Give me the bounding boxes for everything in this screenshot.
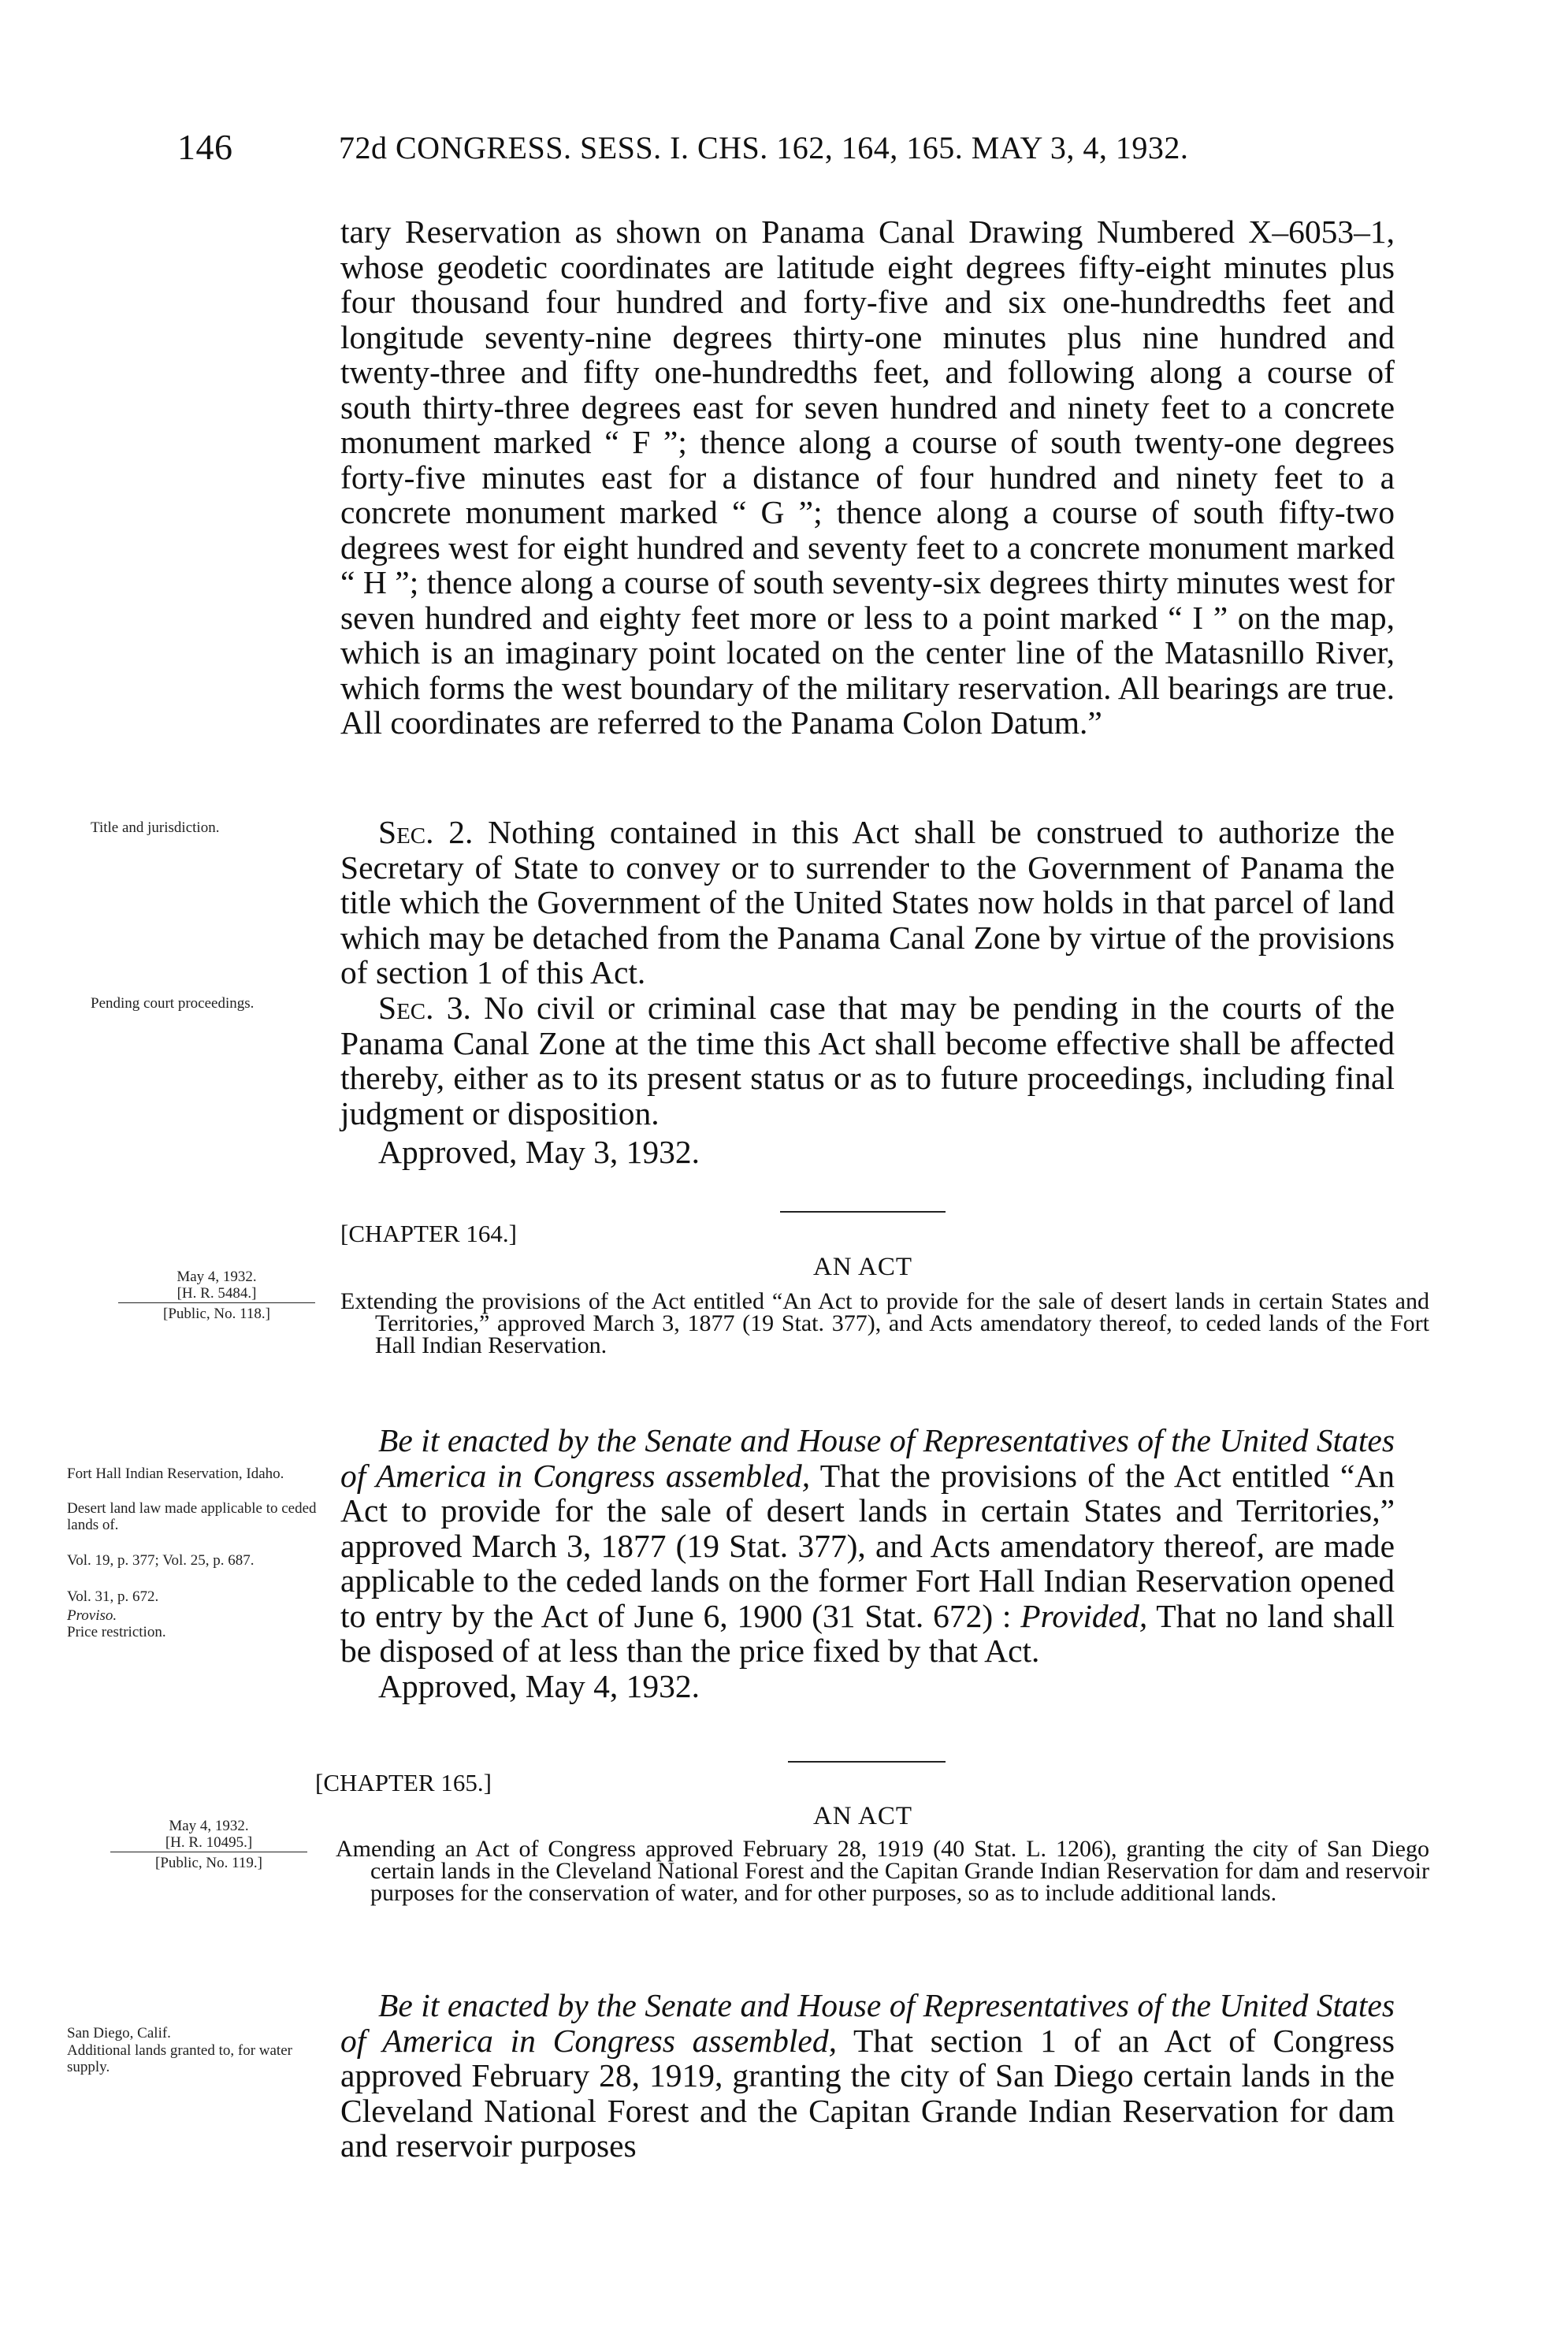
- section-divider-rule: [780, 1211, 946, 1213]
- margin-note-price-restriction: Price restriction.: [67, 1624, 166, 1640]
- chapter-165-title: Amending an Act of Congress approved February 28, 1919 (40 Stat. L. 1206), granting the city of San Diego certain lands in the Cleveland National Forest and the Capitan Grande Indian Reservation for dam and reservoir purposes for the conservation of water, and for other purposes, so as to include additional lands.: [336, 1836, 1429, 1906]
- continuation-text: tary Reservation as shown on Panama Canal Drawing Numbered X–6053–1, whose geodetic coordinates are latitude eight degrees fifty-eight minutes plus four thousand four hundred and forty-five and six one-hundredths feet and longitude seventy-nine degrees thirty-one minutes plus nine hundred and twenty-three and fifty one-hundredths feet, and following along a course of south thirty-three degrees east for seven hundred and ninety feet to a concrete monument marked “ F ”; thence along a course of south twenty-one degrees forty-five minutes east for a distance of four hundred and ninety feet to a concrete monument marked “ G ”; thence along a course of south fifty-two degrees west for eight hundred and seventy feet to a concrete monument marked “ H ”; thence along a course of south seventy-six degrees thirty minutes west for seven hundred and eighty feet more or less to a point marked “ I ” on the map, which is an imaginary point located on the center line of the Matasnillo River, which forms the west boundary of the military reservation. All bearings are true. All coordinates are referred to the Panama Colon Datum.”: [340, 214, 1395, 741]
- margin-note-title-jurisdiction: Title and jurisdiction.: [91, 819, 220, 836]
- chapter-164-provided: Provided,: [1020, 1597, 1148, 1634]
- chapter-164-an-act: AN ACT: [812, 1253, 913, 1281]
- section-2-label: Sec. 2.: [378, 814, 474, 850]
- margin-note-desert-land: Desert land law made applicable to ceded lands of.: [67, 1500, 317, 1533]
- chapter-165-heading: [CHAPTER 165.]: [315, 1769, 492, 1796]
- chapter-164-approved: Approved, May 4, 1932.: [378, 1667, 700, 1704]
- chapter-165-enacting-clause: Be it enacted by the Senate and House of Representatives of the United States of America in Congress assembled,: [340, 1987, 1395, 2059]
- chapter-164-date: May 4, 1932.: [176, 1269, 257, 1285]
- margin-note-fort-hall: Fort Hall Indian Reservation, Idaho.: [67, 1466, 284, 1482]
- chapter-165-date: May 4, 1932.: [169, 1818, 249, 1834]
- running-head: 72d CONGRESS. SESS. I. CHS. 162, 164, 165. MAY 3, 4, 1932.: [339, 130, 1189, 165]
- chapter-165-bill: [H. R. 10495.]: [110, 1834, 307, 1852]
- chapter-165-text-1: That section 1 of an Act of Congress approved February 28, 1919, granting the city of San Diego certain lands in the Cleveland National Forest and the Capitan Grande Indian Reservation for dam and reservoir purposes: [340, 2022, 1395, 2164]
- chapter-164-public-law: [Public, No. 118.]: [163, 1306, 270, 1322]
- margin-note-pending-court: Pending court proceedings.: [91, 995, 255, 1012]
- margin-note-vol-19: Vol. 19, p. 377; Vol. 25, p. 687.: [67, 1552, 255, 1569]
- approved-may-3: Approved, May 3, 1932.: [378, 1134, 700, 1170]
- running-header: [0, 126, 1568, 173]
- section-divider-rule-2: [788, 1761, 946, 1763]
- continuation-paragraph: [340, 214, 1395, 741]
- chapter-165-an-act: AN ACT: [812, 1802, 913, 1830]
- margin-note-san-diego: San Diego, Calif.: [67, 2025, 171, 2041]
- chapter-164-enacting-clause: Be it enacted by the Senate and House of Representatives of the United States of America in Congress assembled,: [340, 1422, 1395, 1494]
- section-2-text: Nothing contained in this Act shall be construed to authorize the Secretary of State to convey or to surrender to the Government of Panama the title which the Government of the United States now holds in that parcel of land which may be detached from the Panama Canal Zone by virtue of the provisions of section 1 of this Act.: [340, 814, 1395, 990]
- chapter-164-body: [340, 1423, 1395, 1703]
- section-2: [340, 815, 1395, 990]
- chapter-164-text-2: That no land shall be disposed of at less than the price fixed by that Act.: [340, 1597, 1395, 1669]
- page-number: 146: [177, 127, 233, 167]
- section-3: [340, 990, 1395, 1131]
- chapter-165-public-law: [Public, No. 119.]: [155, 1855, 262, 1871]
- margin-note-proviso: Proviso.: [67, 1607, 117, 1624]
- chapter-164-heading: [CHAPTER 164.]: [340, 1220, 517, 1247]
- chapter-164-text-1: That the provisions of the Act entitled “An Act to provide for the sale of desert lands in certain States and Territories,” approved March 3, 1877 (19 Stat. 377), and Acts amendatory thereof, are made applicable to the ceded lands on the former Fort Hall Indian Reservation opened to entry by the Act of June 6, 1900 (31 Stat. 672) :: [340, 1457, 1395, 1634]
- chapter-165-body: [340, 1988, 1395, 2164]
- chapter-164-bill: [H. R. 5484.]: [118, 1285, 315, 1303]
- chapter-164-title: Extending the provisions of the Act entitled “An Act to provide for the sale of desert lands in certain States and Territories,” approved March 3, 1877 (19 Stat. 377), and Acts amendatory thereof, to ceded lands of the Fort Hall Indian Reservation.: [340, 1288, 1429, 1358]
- section-3-label: Sec. 3.: [378, 990, 471, 1026]
- margin-note-vol-31: Vol. 31, p. 672.: [67, 1588, 159, 1605]
- margin-note-additional-lands: Additional lands granted to, for water supply.: [67, 2042, 292, 2075]
- section-3-text: No civil or criminal case that may be pending in the courts of the Panama Canal Zone at the time this Act shall become effective shall be affected thereby, either as to its present status or as to future proceedings, including final judgment or disposition.: [340, 990, 1395, 1131]
